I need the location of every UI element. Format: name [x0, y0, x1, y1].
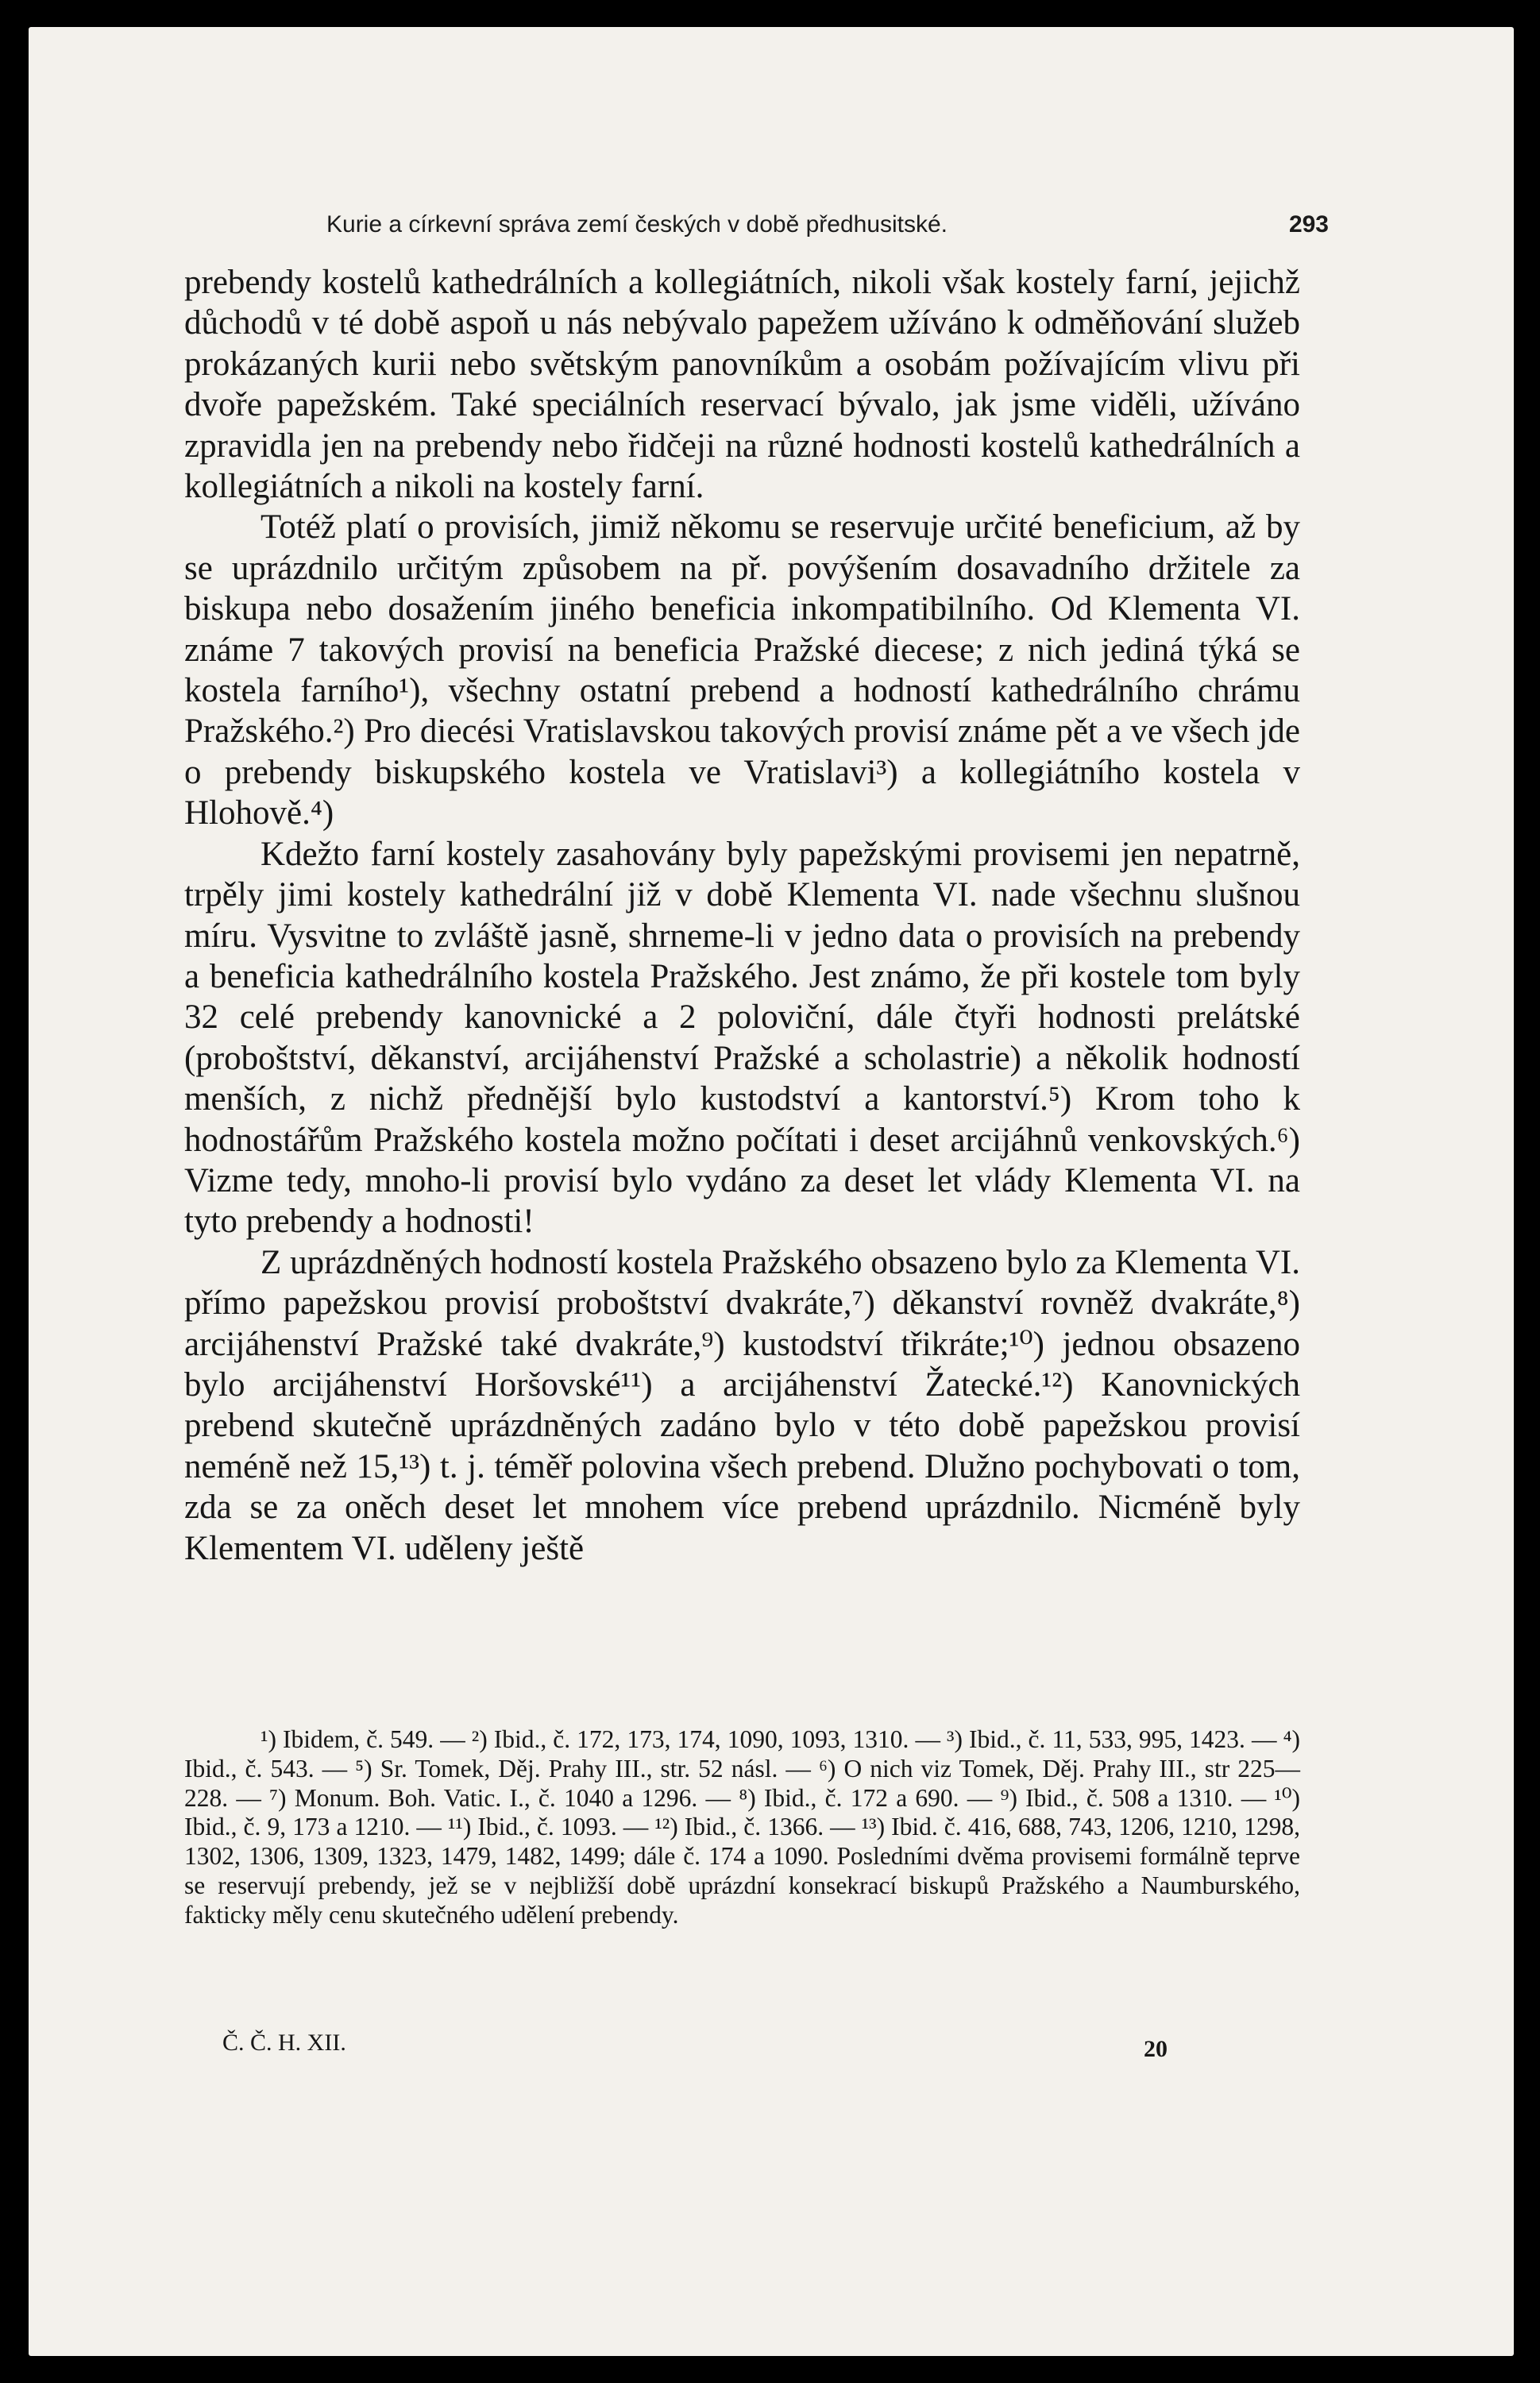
footnote-text: ¹) Ibidem, č. 549. — ²) Ibid., č. 172, 173, 174, 1090, 1093, 1310. — ³) Ibid., č. 11, 533, 995, 1423. — ⁴) Ibid., č. 543. — ⁵) Sr. Tomek, Děj. Prahy III., str. 52 násl. — ⁶) O nich viz Tomek, Děj. Prahy III., str 225—228. — ⁷) Monum. Boh. Vatic. I., č. 1040 a 1296. — ⁸) Ibid., č. 172 a 690. — ⁹) Ibid., č. 508 a 1310. — ¹⁰) Ibid., č. 9, 173 a 1210. — ¹¹) Ibid., č. 1093. — ¹²) Ibid., č. 1366. — ¹³) Ibid. č. 416, 688, 743, 1206, 1210, 1298, 1302, 1306, 1309, 1323, 1479, 1482, 1499; dále č. 174 a 1090. Posledními dvěma provisemi formálně teprve se reservují prebendy, jež se v nejbližší době uprázdní konsekrací biskupů Pražského a Naumburského, fakticky měly cenu skutečného udělení prebendy. [184, 1725, 1300, 1929]
paragraph: Totéž platí o provisích, jimiž někomu se reservuje určité beneficium, až by se uprázdnilo určitým způsobem na př. povýšením dosavadního držitele za biskupa nebo dosažením jiného beneficia inkompatibilního. Od Klementa VI. známe 7 takových provisí na beneficia Pražské diecese; z nich jediná týká se kostela farního¹), všechny ostatní prebend a hodností kathedrálního chrámu Pražského.²) Pro diecési Vratislavskou takových provisí známe pět a ve všech jde o prebendy biskupského kostela ve Vratislavi³) a kollegiátního kostela v Hlohově.⁴) [184, 508, 1300, 832]
running-header [326, 211, 1329, 249]
paragraph: Z uprázdněných hodností kostela Pražského obsazeno bylo za Klementa VI. přímo papežskou provisí proboštství dvakráte,⁷) děkanství rovněž dvakráte,⁸) arcijáhenství Pražské také dvakráte,⁹) kustodství třikráte;¹⁰) jednou obsazeno bylo arcijáhenství Horšovské¹¹) a arcijáhenství Žatecké.¹²) Kanovnických prebend skutečně uprázdněných zadáno bylo v této době papežskou provisí neméně než 15,¹³) t. j. téměř polovina všech prebend. Dlužno pochybovati o tom, zda se za oněch deset let mnohem více prebend uprázdnilo. Nicméně byly Klementem VI. uděleny ještě [184, 1243, 1300, 1567]
footnotes [184, 1725, 1300, 1930]
page-number: 293 [1288, 211, 1329, 238]
paragraph: prebendy kostelů kathedrálních a kollegiátních, nikoli však kostely farní, jejichž důchodů v té době aspoň u nás nebývalo papežem užíváno k odměňování služeb prokázaných kurii nebo světským panovníkům a osobám požívajícím vlivu při dvoře papežském. Také speciálních reservací bývalo, jak jsme viděli, užíváno zpravidla jen na prebendy nebo řidčeji na různé hodnosti kostelů kathedrálních a kollegiátních a nikoli na kostely farní. [184, 264, 1300, 506]
running-title: Kurie a církevní správa zemí českých v době předhusitské. [326, 211, 948, 238]
sheet-number: 20 [1144, 2036, 1168, 2062]
main-text [184, 262, 1300, 1569]
journal-signature: Č. Č. H. XII. [222, 2030, 346, 2056]
paragraph: Kdežto farní kostely zasahovány byly papežskými provisemi jen nepatrně, trpěly jimi kostely kathedrální již v době Klementa VI. nade všechnu slušnou míru. Vysvitne to zvláště jasně, shrneme-li v jedno data o provisích na prebendy a beneficia kathedrálního kostela Pražského. Jest známo, že při kostele tom byly 32 celé prebendy kanovnické a 2 poloviční, dále čtyři hodnosti prelátské (proboštství, děkanství, arcijáhenství Pražské a scholastrie) a několik hodností menších, z nichž přednější bylo kustodství a kantorství.⁵) Krom toho k hodnostářům Pražského kostela možno počítati i deset arcijáhnů venkovských.⁶) Vizme tedy, mnoho-li provisí bylo vydáno za deset let vlády Klementa VI. na tyto prebendy a hodnosti! [184, 835, 1300, 1241]
page-footer [222, 2030, 1168, 2061]
